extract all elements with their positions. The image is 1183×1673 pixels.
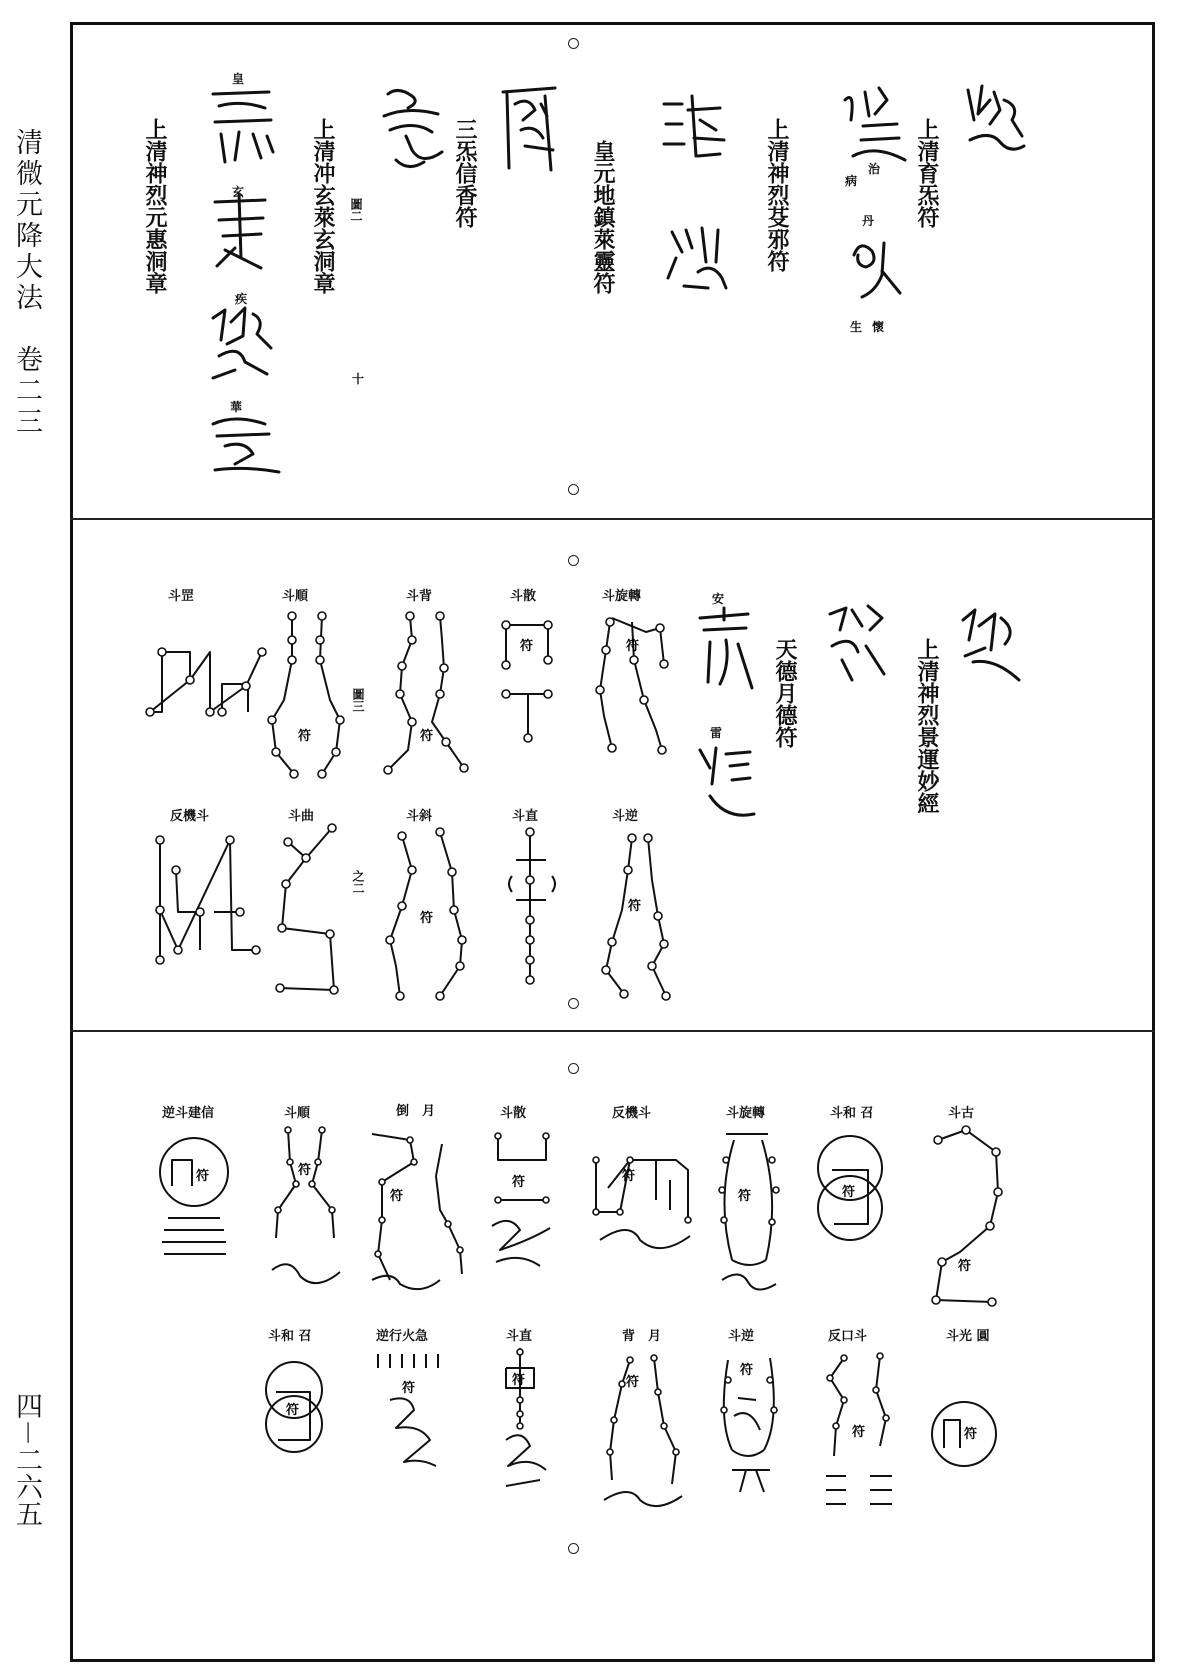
annotation-huai: 懷	[872, 320, 885, 334]
dipper-label-bei: 斗背	[406, 589, 433, 604]
annotation-xuan: 玄	[232, 185, 245, 199]
dipper-figure-fanji-2	[593, 1157, 691, 1248]
dipper-figure-nijianxin	[160, 1138, 228, 1254]
heading-yuanhui-chapter: 上清神烈元惠洞章	[142, 118, 168, 294]
dipper-label-gang: 斗罡	[168, 589, 195, 604]
dipper-label-daoyue: 倒 月	[396, 1104, 436, 1119]
dipper-label-zhi: 斗直	[512, 809, 539, 824]
fu-char: 符	[402, 1381, 416, 1396]
heading-huangyuan-talisman: 皇元地鎮萊靈符	[590, 140, 616, 294]
fu-char: 符	[420, 911, 434, 926]
heading-yuqi-talisman: 上清育炁符	[914, 118, 940, 228]
dipper-figure-guangyuan	[932, 1402, 996, 1466]
dipper-label-ni-2: 斗逆	[728, 1329, 755, 1344]
dipper-label-shun-2: 斗順	[284, 1106, 311, 1121]
fu-char: 符	[740, 1363, 754, 1378]
fu-char: 符	[628, 899, 642, 914]
fu-char: 符	[512, 1373, 526, 1388]
annotation-hua: 華	[230, 400, 243, 414]
dipper-figure-nixinghuoji	[378, 1354, 438, 1466]
heading-jingyun-sutra: 上清神烈景運妙經	[914, 638, 940, 814]
fu-char: 符	[964, 1427, 978, 1442]
dipper-label-zhi-2: 斗直	[506, 1329, 533, 1344]
fu-char: 符	[622, 1169, 636, 1184]
fu-char: 符	[390, 1189, 404, 1204]
dipper-label-nijianxin: 逆斗建信	[162, 1106, 215, 1121]
dipper-label-gu: 斗古	[948, 1106, 975, 1121]
dipper-figure-san-2	[492, 1133, 550, 1266]
dipper-label-xuanzhuan: 斗旋轉	[602, 589, 642, 604]
fu-char: 符	[520, 639, 534, 654]
heading-shenlie-talisman: 上清神烈芟邪符	[764, 118, 790, 272]
dipper-figure-hezhao-2	[266, 1362, 322, 1452]
dipper-label-beiyue: 背 月	[622, 1329, 662, 1344]
figure-ref-2: 圖二	[349, 198, 363, 222]
book-title: 清微元降大法 卷二三	[11, 128, 42, 438]
annotation-bing: 病	[845, 174, 858, 188]
dipper-label-fanji: 反機斗	[170, 809, 210, 824]
fu-char: 符	[298, 1163, 312, 1178]
dipper-label-fankou: 反口斗	[828, 1329, 868, 1344]
dipper-figure-fankou	[826, 1353, 892, 1504]
annotation-zhi: 治	[868, 162, 881, 176]
fu-char: 符	[298, 729, 312, 744]
dipper-figure-beiyue	[604, 1355, 682, 1506]
dipper-label-san: 斗散	[510, 589, 537, 604]
dipper-figure-hezhao	[818, 1136, 882, 1240]
dipper-figure-ni-2	[721, 1358, 777, 1492]
dipper-label-qu: 斗曲	[288, 809, 315, 824]
dipper-label-xie: 斗斜	[406, 809, 433, 824]
fu-char: 符	[420, 729, 434, 744]
dipper-label-ni: 斗逆	[612, 809, 639, 824]
annotation-an: 安	[712, 592, 725, 606]
annotation-dan: 丹	[862, 214, 875, 228]
heading-chongxuan-chapter: 上清冲玄萊玄洞章	[310, 118, 336, 294]
dipper-label-san-2: 斗散	[500, 1106, 527, 1121]
dipper-label-hezhao-2: 斗和 召	[268, 1329, 312, 1344]
dipper-label-hezhao: 斗和 召	[830, 1106, 874, 1121]
fu-char: 符	[958, 1259, 972, 1274]
fu-char: 符	[852, 1425, 866, 1440]
heading-sanqi-talisman: 三炁信香符	[452, 118, 478, 228]
fu-char: 符	[738, 1189, 752, 1204]
dipper-label-shun: 斗順	[282, 589, 309, 604]
dipper-label-fanji-2: 反機斗	[612, 1106, 652, 1121]
fu-char: 符	[512, 1175, 526, 1190]
fu-char: 符	[842, 1185, 856, 1200]
annotation-shi: 十	[352, 372, 365, 386]
annotation-ji: 疾	[235, 292, 248, 306]
dipper-figure-shun-2	[272, 1127, 340, 1283]
fu-char: 符	[626, 639, 640, 654]
dipper-label-nixinghuoji: 逆行火急	[376, 1329, 429, 1344]
fu-char: 符	[286, 1403, 300, 1418]
dipper-figure-gu	[932, 1126, 1002, 1306]
dipper-figure-xuanzhuan-2	[719, 1134, 779, 1290]
annotation-sheng: 生	[850, 320, 863, 334]
annotation-huang: 皇	[232, 72, 245, 86]
fu-char: 符	[626, 1375, 640, 1390]
figure-ref-zhi-er: 之二	[351, 870, 365, 894]
dipper-figure-daoyue	[372, 1134, 463, 1289]
dipper-label-guangyuan: 斗光 圓	[946, 1329, 990, 1344]
annotation-lei: 雷	[710, 726, 723, 740]
fu-char: 符	[196, 1169, 210, 1184]
dipper-figure-zhi-2	[506, 1348, 546, 1486]
page-number: 四－二六五	[11, 1392, 42, 1527]
figure-ref-3: 圖三	[351, 688, 365, 712]
heading-tiande-talisman: 天德月德符	[772, 638, 798, 748]
dipper-label-xuanzhuan-2: 斗旋轉	[726, 1106, 766, 1121]
